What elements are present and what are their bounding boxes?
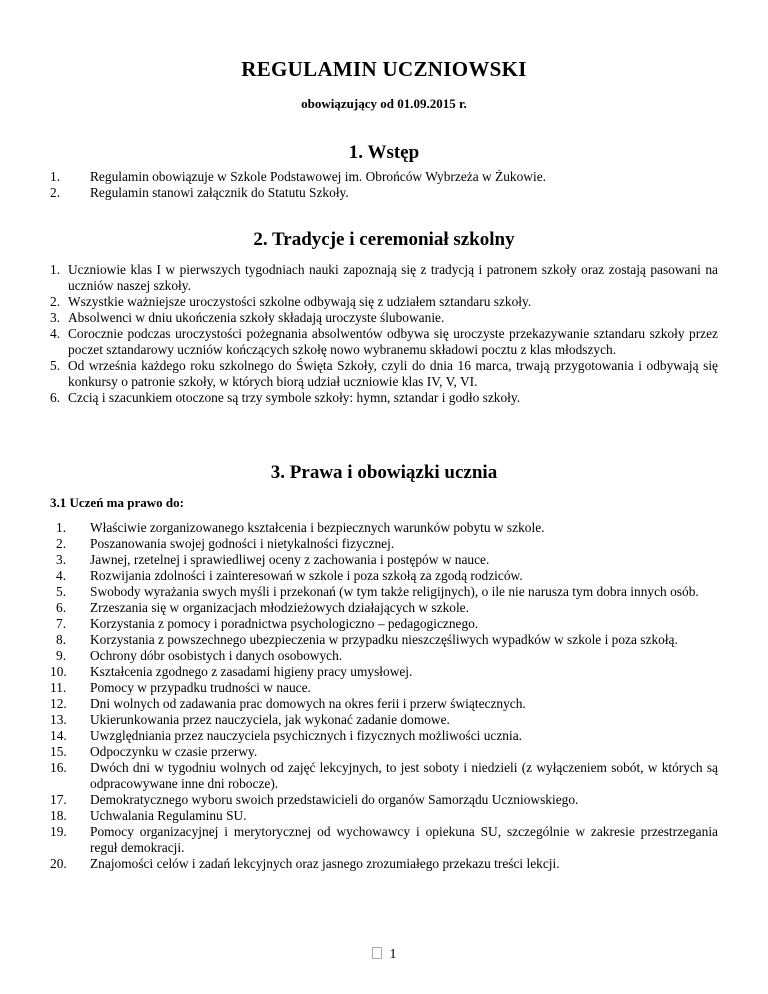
list-item-text: Uwzględniania przez nauczyciela psychicznych i fizycznych możliwości ucznia. — [90, 728, 523, 743]
section-3-heading: 3. Prawa i obowiązki ucznia — [270, 462, 498, 483]
list-item-number: 2. — [56, 536, 67, 551]
placeholder-glyph-icon — [372, 947, 382, 959]
list-item-number: 7. — [56, 616, 67, 631]
list-item-number: 2. — [50, 294, 61, 309]
list-item-number: 4. — [56, 568, 67, 583]
section-2-heading: 2. Tradycje i ceremoniał szkolny — [253, 229, 515, 250]
list-item — [50, 808, 718, 824]
list-item-text: Właściwie zorganizowanego kształcenia i bezpiecznych warunków pobytu w szkole. — [90, 520, 545, 535]
list-item — [50, 760, 718, 792]
list-item-text: Regulamin obowiązuje w Szkole Podstawowej im. Obrońców Wybrzeża w Żukowie. — [90, 169, 546, 184]
list-item — [50, 744, 718, 760]
list-item-number: 18. — [50, 808, 67, 823]
list-item — [50, 294, 718, 310]
list-item-number: 2. — [50, 185, 61, 200]
list-item — [50, 262, 718, 294]
list-item-text: Znajomości celów i zadań lekcyjnych oraz jasnego zrozumiałego przekazu treści lekcji. — [90, 856, 560, 871]
list-item — [50, 358, 718, 390]
list-item-number: 3. — [50, 310, 61, 325]
list-item-number: 1. — [50, 169, 61, 184]
list-item-number: 1. — [56, 520, 67, 535]
list-item-number: 5. — [56, 584, 67, 599]
list-item-text: Pomocy w przypadku trudności w nauce. — [90, 680, 311, 695]
list-item-text: Odpoczynku w czasie przerwy. — [90, 744, 258, 759]
list-item-text: Uchwalania Regulaminu SU. — [90, 808, 247, 823]
list-item-text: Rozwijania zdolności i zainteresowań w szkole i poza szkołą za zgodą rodziców. — [90, 568, 523, 583]
page-footer — [0, 946, 768, 964]
list-item-text: Swobody wyrażania swych myśli i przekonań (w tym także religijnych), o ile nie narusza tym dobra innych osób. — [90, 584, 699, 599]
page-number: 1 — [389, 947, 397, 962]
list-item — [50, 520, 718, 536]
section-1-heading: 1. Wstęp — [348, 142, 420, 163]
section-3-1-subheading: 3.1 Uczeń ma prawo do: — [50, 495, 184, 510]
list-item-number: 5. — [50, 358, 61, 373]
list-item-number: 17. — [50, 792, 67, 807]
list-item-text: Ochrony dóbr osobistych i danych osobowych. — [90, 648, 343, 663]
list-item-text: Uczniowie klas I w pierwszych tygodniach nauki zapoznają się z tradycją i patronem szkoły oraz zostają pasowani na uczniów naszej szkoły. — [68, 262, 718, 293]
list-item-text: Korzystania z powszechnego ubezpieczenia w przypadku nieszczęśliwych wypadków w szkole i poza szkołą. — [90, 632, 678, 647]
list-item — [50, 310, 718, 326]
list-item-text: Jawnej, rzetelnej i sprawiedliwej oceny z zachowania i postępów w nauce. — [90, 552, 490, 567]
list-item-text: Poszanowania swojej godności i nietykalności fizycznej. — [90, 536, 395, 551]
list-item — [50, 390, 718, 406]
list-item — [50, 185, 718, 201]
list-item — [50, 584, 718, 600]
list-item — [50, 712, 718, 728]
document-title: REGULAMIN UCZNIOWSKI — [241, 57, 527, 81]
list-item-number: 3. — [56, 552, 67, 567]
list-item — [50, 664, 718, 680]
section-1-list — [50, 169, 718, 201]
list-item — [50, 856, 718, 872]
list-item-text: Czcią i szacunkiem otoczone są trzy symbole szkoły: hymn, sztandar i godło szkoły. — [68, 390, 521, 405]
list-item-text: Zrzeszania się w organizacjach młodzieżowych działających w szkole. — [90, 600, 469, 615]
list-item — [50, 680, 718, 696]
list-item-number: 12. — [50, 696, 67, 711]
list-item-number: 15. — [50, 744, 67, 759]
list-item-text: Korzystania z pomocy i poradnictwa psychologiczno – pedagogicznego. — [90, 616, 479, 631]
list-item — [50, 648, 718, 664]
list-item — [50, 169, 718, 185]
list-item-text: Demokratycznego wyboru swoich przedstawicieli do organów Samorządu Uczniowskiego. — [90, 792, 579, 807]
list-item-text: Ukierunkowania przez nauczyciela, jak wykonać zadanie domowe. — [90, 712, 450, 727]
list-item-text: Kształcenia zgodnego z zasadami higieny pracy umysłowej. — [90, 664, 413, 679]
list-item — [50, 568, 718, 584]
list-item-number: 19. — [50, 824, 67, 839]
list-item-text: Pomocy organizacyjnej i merytorycznej od wychowawcy i opiekuna SU, szczególnie w zakresie przestrzegania reguł demokracji. — [90, 824, 718, 855]
list-item-number: 9. — [56, 648, 67, 663]
list-item — [50, 824, 718, 856]
list-item-number: 1. — [50, 262, 61, 277]
list-item — [50, 326, 718, 358]
list-item-text: Dni wolnych od zadawania prac domowych na okres ferii i przerw świątecznych. — [90, 696, 526, 711]
list-item-number: 6. — [50, 390, 61, 405]
list-item-number: 11. — [50, 680, 67, 695]
list-item — [50, 632, 718, 648]
list-item — [50, 600, 718, 616]
list-item — [50, 616, 718, 632]
document-subtitle: obowiązujący od 01.09.2015 r. — [301, 96, 467, 111]
list-item — [50, 552, 718, 568]
list-item-number: 16. — [50, 760, 67, 775]
section-3-list — [50, 520, 718, 872]
list-item-text: Corocznie podczas uroczystości pożegnania absolwentów odbywa się uroczyste przekazywanie sztandaru szkoły przez poczet sztandarowy uczniów kończących szkołę nowo wybranemu składowi pocztu z klas młodszych. — [68, 326, 718, 357]
section-2-list — [50, 262, 718, 406]
list-item — [50, 536, 718, 552]
list-item-text: Dwóch dni w tygodniu wolnych od zajęć lekcyjnych, to jest soboty i niedzieli (z wyłączeniem sobót, w których są odpracowywane inne dni robocze). — [90, 760, 718, 791]
list-item-number: 13. — [50, 712, 67, 727]
list-item-text: Wszystkie ważniejsze uroczystości szkolne odbywają się z udziałem sztandaru szkoły. — [68, 294, 532, 309]
list-item-number: 6. — [56, 600, 67, 615]
list-item-number: 4. — [50, 326, 61, 341]
list-item — [50, 728, 718, 744]
list-item — [50, 696, 718, 712]
list-item-number: 20. — [50, 856, 67, 871]
list-item-number: 10. — [50, 664, 67, 679]
list-item-text: Absolwenci w dniu ukończenia szkoły składają uroczyste ślubowanie. — [68, 310, 445, 325]
list-item-text: Od września każdego roku szkolnego do Święta Szkoły, czyli do dnia 16 marca, trwają przygotowania i odbywają się konkursy o patronie szkoły, w których biorą udział uczniowie klas IV, V, VI. — [68, 358, 718, 389]
list-item-text: Regulamin stanowi załącznik do Statutu Szkoły. — [90, 185, 349, 200]
list-item-number: 14. — [50, 728, 67, 743]
list-item-number: 8. — [56, 632, 67, 647]
list-item — [50, 792, 718, 808]
